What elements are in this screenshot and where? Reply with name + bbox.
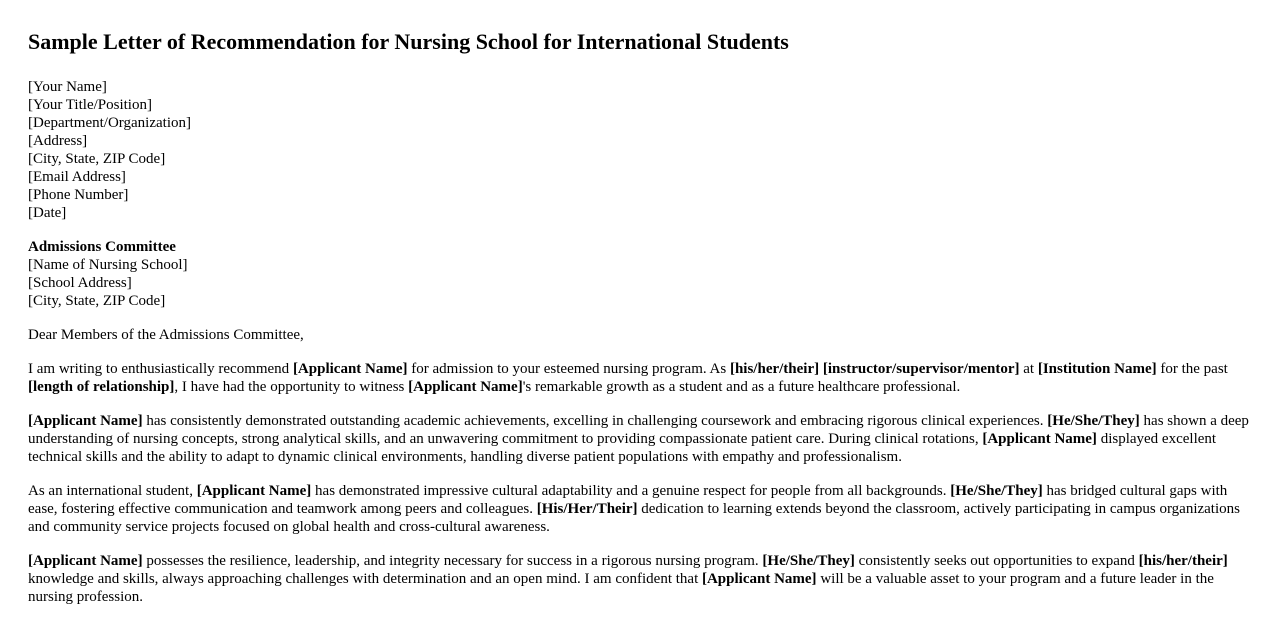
body-paragraph — [28, 360, 1250, 396]
recipient-line: [City, State, ZIP Code] — [28, 293, 166, 309]
salutation: Dear Members of the Admissions Committee, — [28, 327, 304, 343]
sender-block — [28, 78, 1250, 222]
placeholder-field: [Applicant Name] — [196, 483, 312, 499]
body-paragraph — [28, 412, 1250, 466]
paragraph-text: has shown a deep understanding of nursing concepts, strong analytical skills, and an unwavering commitment to providing compassionate patient care. During clinical rotations, — [28, 413, 1249, 447]
body-paragraph — [28, 482, 1250, 536]
placeholder-field: [Applicant Name] — [28, 413, 143, 429]
paragraph-text: for admission to your esteemed nursing program. As — [407, 361, 730, 377]
placeholder-field: [He/She/They] — [950, 483, 1043, 499]
placeholder-field: [He/She/They] — [762, 553, 855, 569]
sender-line: [Date] — [28, 205, 67, 221]
placeholder-field: [Applicant Name] — [408, 379, 523, 395]
placeholder-field: [length of relationship] — [28, 379, 175, 395]
paragraph-text: at — [1019, 361, 1038, 377]
sender-line: [Your Title/Position] — [28, 97, 152, 113]
paragraph-text: consistently seeks out opportunities to expand — [854, 553, 1139, 569]
placeholder-field: [Applicant Name] — [701, 571, 817, 587]
paragraph-text: dedication to learning extends beyond the classroom, actively participating in campus organizations and community service projects focused on global health and cross-cultural awareness. — [28, 501, 1240, 535]
paragraph-text: 's remarkable growth as a student and as a future healthcare professional. — [522, 379, 961, 395]
sender-line: [Department/Organization] — [28, 115, 191, 131]
sender-line: [Address] — [28, 133, 88, 149]
paragraph-text: has consistently demonstrated outstanding academic achievements, excelling in challenging coursework and embracing rigorous clinical experiences. — [142, 413, 1048, 429]
sender-line: [City, State, ZIP Code] — [28, 151, 166, 167]
letter-body — [28, 360, 1250, 606]
recipient-block — [28, 238, 1250, 310]
placeholder-field: [Institution Name] — [1037, 361, 1157, 377]
paragraph-text: knowledge and skills, always approaching challenges with determination and an open mind. I am confident that — [28, 571, 702, 587]
sender-line: [Email Address] — [28, 169, 126, 185]
paragraph-text: I am writing to enthusiastically recommend — [28, 361, 293, 377]
placeholder-field: [instructor/supervisor/mentor] — [822, 361, 1020, 377]
paragraph-text: has demonstrated impressive cultural adaptability and a genuine respect for people from all backgrounds. — [311, 483, 951, 499]
recipient-heading: Admissions Committee — [28, 239, 176, 255]
placeholder-field: [He/She/They] — [1047, 413, 1140, 429]
page-title: Sample Letter of Recommendation for Nursing School for International Students — [28, 29, 789, 54]
recipient-line: [Name of Nursing School] — [28, 257, 188, 273]
body-paragraph — [28, 552, 1250, 606]
paragraph-text: possesses the resilience, leadership, and integrity necessary for success in a rigorous nursing program. — [142, 553, 763, 569]
placeholder-field: [Applicant Name] — [28, 553, 143, 569]
placeholder-field: [his/her/their] — [1138, 553, 1228, 569]
placeholder-field: [Applicant Name] — [982, 431, 1097, 447]
placeholder-field: [his/her/their] — [729, 361, 820, 377]
letter-page — [28, 28, 1250, 622]
paragraph-text: for the past — [1156, 361, 1228, 377]
paragraph-text: has bridged cultural gaps with ease, fostering effective communication and teamwork among peers and colleagues. — [28, 483, 1228, 517]
sender-line: [Phone Number] — [28, 187, 129, 203]
placeholder-field: [His/Her/Their] — [536, 501, 638, 517]
recipient-line: [School Address] — [28, 275, 132, 291]
paragraph-text: As an international student, — [28, 483, 197, 499]
sender-line: [Your Name] — [28, 79, 107, 95]
paragraph-text: will be a valuable asset to your program and a future leader in the nursing profession. — [28, 571, 1214, 605]
placeholder-field: [Applicant Name] — [292, 361, 408, 377]
paragraph-text: , I have had the opportunity to witness — [174, 379, 409, 395]
paragraph-text: displayed excellent technical skills and the ability to adapt to dynamic clinical environments, handling diverse patient populations with empathy and professionalism. — [28, 431, 1217, 465]
